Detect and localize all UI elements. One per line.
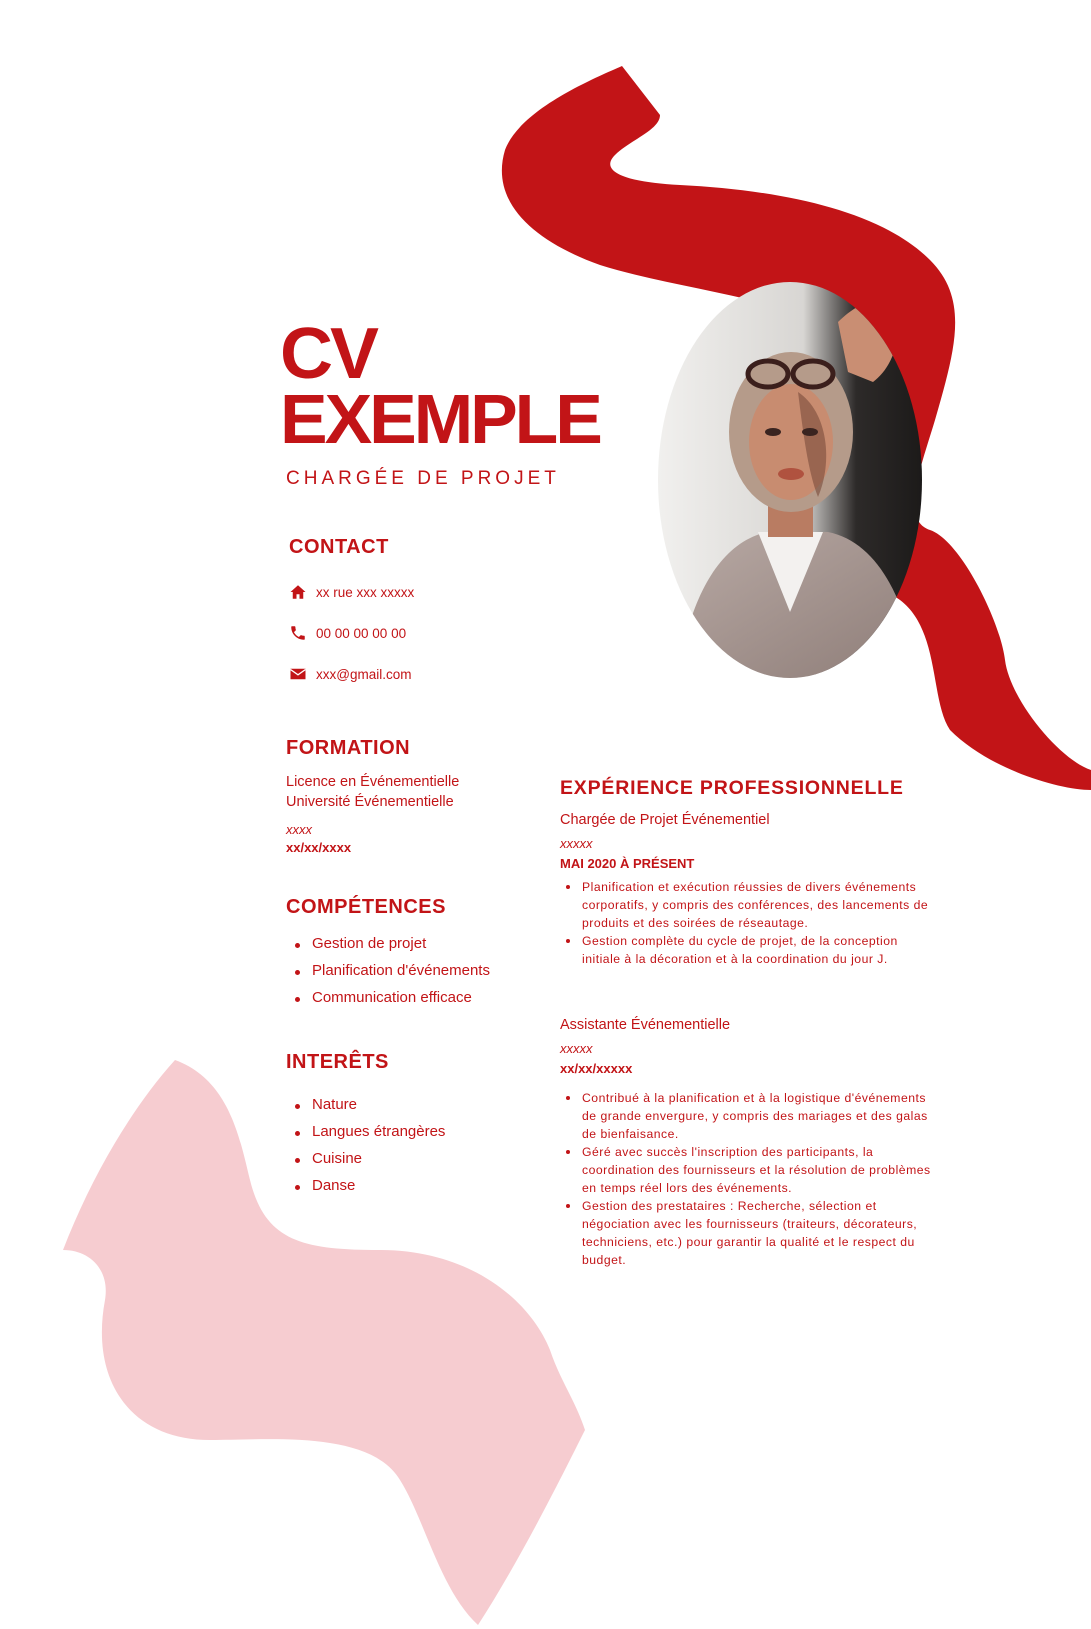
job2-bullets	[560, 1089, 935, 1269]
contact-email	[289, 665, 411, 683]
list-item: Géré avec succès l'inscription des participants, la coordination des fournisseurs et la résolution de problèmes en temps réel lors des événements.	[560, 1143, 935, 1197]
mail-icon	[289, 665, 307, 683]
list-item: Cuisine	[286, 1150, 445, 1167]
contact-phone	[289, 624, 406, 642]
list-item: Communication efficace	[286, 989, 490, 1006]
list-item: Gestion des prestataires : Recherche, sélection et négociation avec les fournisseurs (traiteurs, décorateurs, techniciens, etc.) pour garantir la qualité et le respect du budget.	[560, 1197, 935, 1269]
job-subtitle: CHARGÉE DE PROJET	[286, 468, 560, 489]
list-item: Planification d'événements	[286, 962, 490, 979]
competences-list	[286, 935, 490, 1006]
formation-place: xxxx	[286, 822, 312, 837]
profile-photo	[658, 282, 922, 678]
job2-dates: xx/xx/xxxxx	[560, 1061, 633, 1076]
job1-dates: MAI 2020 À PRÉSENT	[560, 856, 695, 871]
job1-title: Chargée de Projet Événementiel	[560, 812, 770, 828]
interets-list	[286, 1096, 445, 1194]
contact-heading: CONTACT	[289, 536, 389, 558]
home-icon	[289, 583, 307, 601]
list-item: Nature	[286, 1096, 445, 1113]
formation-heading: FORMATION	[286, 737, 411, 759]
formation-school: Université Événementielle	[286, 794, 454, 810]
contact-email-text: xxx@gmail.com	[316, 666, 412, 682]
contact-address-text: xx rue xxx xxxxx	[316, 584, 415, 600]
formation-date: xx/xx/xxxx	[286, 840, 352, 855]
interets-heading: INTERÊTS	[286, 1051, 389, 1073]
contact-address	[289, 583, 414, 601]
list-item: Gestion de projet	[286, 935, 490, 952]
competences-heading: COMPÉTENCES	[286, 896, 446, 918]
experience-heading: EXPÉRIENCE PROFESSIONNELLE	[560, 777, 904, 799]
cv-title-line2: EXEMPLE	[280, 380, 600, 458]
phone-icon	[289, 624, 307, 642]
cv-title-line1: CV	[280, 314, 376, 394]
list-item: Contribué à la planification et à la logistique d'événements de grande envergure, y compris des mariages et des galas de bienfaisance.	[560, 1089, 935, 1143]
list-item: Danse	[286, 1177, 445, 1194]
list-item: Planification et exécution réussies de divers événements corporatifs, y compris des conférences, des lancements de produits et des soirées de réseautage.	[560, 878, 935, 932]
job2-title: Assistante Événementielle	[560, 1017, 731, 1033]
job1-bullets	[560, 878, 935, 968]
list-item: Gestion complète du cycle de projet, de la conception initiale à la décoration et à la coordination du jour J.	[560, 932, 935, 968]
job2-company: xxxxx	[560, 1041, 593, 1056]
contact-phone-text: 00 00 00 00 00	[316, 625, 407, 641]
formation-degree: Licence en Événementielle	[286, 774, 460, 790]
list-item: Langues étrangères	[286, 1123, 445, 1140]
job1-company: xxxxx	[560, 836, 593, 851]
